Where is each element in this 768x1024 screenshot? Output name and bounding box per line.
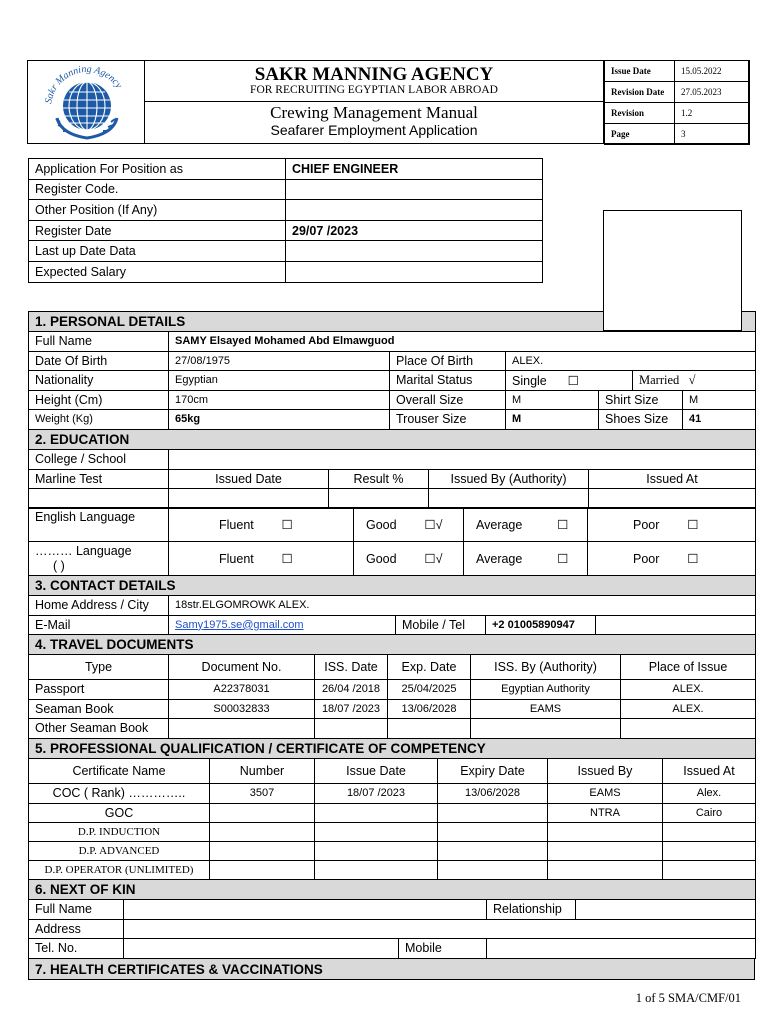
label: Relationship xyxy=(487,900,576,920)
label: Weight (Kg) xyxy=(29,410,169,430)
label: Mobile xyxy=(399,939,487,959)
label: Nationality xyxy=(29,371,169,391)
married-option[interactable] xyxy=(633,371,756,391)
cert-issue-date[interactable]: 18/07 /2023 xyxy=(315,784,438,804)
doc-number[interactable] xyxy=(169,719,315,739)
average-label: Average xyxy=(476,518,523,532)
col-header: Result % xyxy=(329,469,429,489)
col-header: Number xyxy=(210,759,315,784)
cert-name: GOC xyxy=(29,803,210,823)
travel-table xyxy=(28,634,756,739)
app-label: Application For Position as xyxy=(29,159,286,180)
poor-label: Poor xyxy=(633,518,660,532)
label: Place Of Birth xyxy=(390,351,506,371)
cert-number[interactable]: 3507 xyxy=(210,784,315,804)
app-label: Register Date xyxy=(29,220,286,241)
weight-value[interactable]: 65kg xyxy=(169,410,390,430)
marline-issued-at[interactable] xyxy=(589,489,756,509)
header-meta-table xyxy=(604,60,750,145)
table-row xyxy=(29,842,756,861)
meta-label: Issue Date xyxy=(605,61,675,82)
col-header: ISS. By (Authority) xyxy=(471,655,621,680)
col-header: ISS. Date xyxy=(315,655,388,680)
last-update-value[interactable] xyxy=(286,241,543,262)
label: College / School xyxy=(29,450,169,470)
married-check-icon[interactable]: √ xyxy=(688,372,696,387)
education-table xyxy=(28,429,756,509)
section-title: 5. PROFESSIONAL QUALIFICATION / CERTIFICATE OF COMPETENCY xyxy=(29,739,756,759)
cert-issue-date[interactable] xyxy=(315,842,438,861)
col-header: Issued By (Authority) xyxy=(429,469,589,489)
section-title: 6. NEXT OF KIN xyxy=(29,880,756,900)
cert-number[interactable] xyxy=(210,861,315,880)
meta-label: Page xyxy=(605,124,675,145)
logo-cell xyxy=(27,60,145,144)
cert-name: D.P. OPERATOR (UNLIMITED) xyxy=(29,861,210,880)
other-fluent[interactable] xyxy=(169,542,354,576)
cert-issued-by[interactable] xyxy=(548,861,663,880)
checkbox[interactable]: ☐ xyxy=(687,518,699,532)
cert-expiry-date[interactable] xyxy=(438,842,548,861)
table-row xyxy=(29,861,756,880)
cert-issued-by[interactable]: EAMS xyxy=(548,784,663,804)
kin-relationship-value[interactable] xyxy=(576,900,756,920)
doc-type: Passport xyxy=(29,680,169,700)
other-language-label: ……… Language ( ) xyxy=(29,542,169,576)
doc-exp-date[interactable] xyxy=(388,719,471,739)
cert-issued-at[interactable] xyxy=(663,842,756,861)
label: Tel. No. xyxy=(29,939,124,959)
checkbox[interactable]: ☐ xyxy=(557,552,569,566)
doc-iss-by[interactable]: EAMS xyxy=(471,699,621,719)
checkbox[interactable]: ☐ xyxy=(281,518,293,532)
label: English Language xyxy=(29,508,169,542)
english-average[interactable] xyxy=(464,508,588,542)
marline-result[interactable] xyxy=(329,489,429,509)
single-option[interactable] xyxy=(506,371,633,391)
col-header: Issued At xyxy=(663,759,756,784)
label: Marital Status xyxy=(390,371,506,391)
cert-issued-at[interactable] xyxy=(663,861,756,880)
col-header: Place of Issue xyxy=(621,655,756,680)
doc-exp-date[interactable]: 25/04/2025 xyxy=(388,680,471,700)
position-value[interactable]: CHIEF ENGINEER xyxy=(286,159,543,180)
doc-exp-date[interactable]: 13/06/2028 xyxy=(388,699,471,719)
app-label: Expected Salary xyxy=(29,261,286,282)
expected-salary-value[interactable] xyxy=(286,261,543,282)
poor-label: Poor xyxy=(633,552,660,566)
label: Shirt Size xyxy=(599,390,683,410)
label: E-Mail xyxy=(29,615,169,635)
photo-box[interactable] xyxy=(603,210,742,331)
section-title: 2. EDUCATION xyxy=(29,430,756,450)
cert-issued-at[interactable]: Alex. xyxy=(663,784,756,804)
app-label: Register Code. xyxy=(29,179,286,200)
marline-issued-date[interactable] xyxy=(169,489,329,509)
full-name-value[interactable]: SAMY Elsayed Mohamed Abd Elmawguod xyxy=(169,332,756,352)
doc-type: Other Seaman Book xyxy=(29,719,169,739)
label: Full Name xyxy=(29,900,124,920)
label: Home Address / City xyxy=(29,596,169,616)
register-code-value[interactable] xyxy=(286,179,543,200)
logo-text: Sakr Manning Agency xyxy=(43,63,125,105)
kin-mobile-value[interactable] xyxy=(487,939,756,959)
checkbox-checked[interactable]: ☐√ xyxy=(424,518,443,532)
address-value[interactable]: 18str.ELGOMROWK ALEX. xyxy=(169,596,756,616)
marline-blank[interactable] xyxy=(29,489,169,509)
section-title: 4. TRAVEL DOCUMENTS xyxy=(29,635,756,655)
label: Date Of Birth xyxy=(29,351,169,371)
table-row xyxy=(29,803,756,823)
english-poor[interactable] xyxy=(588,508,756,542)
kin-tel-value[interactable] xyxy=(124,939,399,959)
kin-address-value[interactable] xyxy=(124,919,756,939)
cert-number[interactable] xyxy=(210,842,315,861)
cert-issue-date[interactable] xyxy=(315,803,438,823)
table-row xyxy=(29,784,756,804)
checkbox[interactable]: ☐ xyxy=(687,552,699,566)
application-table xyxy=(28,158,543,283)
extra-phone[interactable] xyxy=(596,615,756,635)
cert-expiry-date[interactable] xyxy=(438,861,548,880)
married-label: Married xyxy=(639,372,680,387)
meta-value: 27.05.2023 xyxy=(675,82,750,103)
average-label: Average xyxy=(476,552,523,566)
cert-issue-date[interactable] xyxy=(315,861,438,880)
doc-place[interactable]: ALEX. xyxy=(621,680,756,700)
doc-place[interactable]: ALEX. xyxy=(621,699,756,719)
doc-iss-date[interactable]: 26/04 /2018 xyxy=(315,680,388,700)
english-good[interactable] xyxy=(354,508,464,542)
pob-value[interactable]: ALEX. xyxy=(506,351,756,371)
label: Mobile / Tel xyxy=(396,615,486,635)
label: Marline Test xyxy=(29,469,169,489)
table-row xyxy=(29,699,756,719)
cert-number[interactable] xyxy=(210,803,315,823)
college-value[interactable] xyxy=(169,450,756,470)
fluent-label: Fluent xyxy=(219,552,254,566)
checkbox-checked[interactable]: ☐√ xyxy=(424,552,443,566)
col-header: Issued At xyxy=(589,469,756,489)
agency-tagline: FOR RECRUITING EGYPTIAN LABOR ABROAD xyxy=(250,84,498,96)
email-link[interactable]: Samy1975.se@gmail.com xyxy=(175,618,304,631)
col-header: Issued By xyxy=(548,759,663,784)
doc-number[interactable]: A22378031 xyxy=(169,680,315,700)
health-table xyxy=(28,958,755,980)
doc-iss-by[interactable]: Egyptian Authority xyxy=(471,680,621,700)
contact-table xyxy=(28,575,756,635)
trouser-value[interactable]: M xyxy=(506,410,599,430)
language-table xyxy=(28,507,756,576)
label: Overall Size xyxy=(390,390,506,410)
kin-name-value[interactable] xyxy=(124,900,487,920)
table-row xyxy=(29,823,756,842)
cert-issued-by[interactable] xyxy=(548,823,663,842)
label: Full Name xyxy=(29,332,169,352)
other-poor[interactable] xyxy=(588,542,756,576)
section-title: 1. PERSONAL DETAILS xyxy=(29,312,756,332)
nationality-value[interactable]: Egyptian xyxy=(169,371,390,391)
section-title: 7. HEALTH CERTIFICATES & VACCINATIONS xyxy=(29,959,755,980)
label: Trouser Size xyxy=(390,410,506,430)
cert-expiry-date[interactable] xyxy=(438,823,548,842)
app-label: Other Position (If Any) xyxy=(29,200,286,221)
cert-expiry-date[interactable]: 13/06/2028 xyxy=(438,784,548,804)
other-average[interactable] xyxy=(464,542,588,576)
checkbox[interactable]: ☐ xyxy=(557,518,569,532)
qualification-table xyxy=(28,738,756,880)
cert-name: D.P. ADVANCED xyxy=(29,842,210,861)
marline-issued-by[interactable] xyxy=(429,489,589,509)
shoes-value[interactable]: 41 xyxy=(683,410,756,430)
single-label: Single xyxy=(512,373,547,388)
shirt-value[interactable]: M xyxy=(683,390,756,410)
register-date-value[interactable]: 29/07 /2023 xyxy=(286,220,543,241)
meta-value: 3 xyxy=(675,124,750,145)
doc-number[interactable]: S00032833 xyxy=(169,699,315,719)
cert-name: D.P. INDUCTION xyxy=(29,823,210,842)
cert-name: COC ( Rank) ………….. xyxy=(29,784,210,804)
col-header: Exp. Date xyxy=(388,655,471,680)
doc-iss-date[interactable]: 18/07 /2023 xyxy=(315,699,388,719)
dob-value[interactable]: 27/08/1975 xyxy=(169,351,390,371)
col-header: Certificate Name xyxy=(29,759,210,784)
footer-page-ref: 1 of 5 SMA/CMF/01 xyxy=(635,991,741,1005)
meta-value: 15.05.2022 xyxy=(675,61,750,82)
english-fluent[interactable] xyxy=(169,508,354,542)
meta-label: Revision xyxy=(605,103,675,124)
form-title: Seafarer Employment Application xyxy=(270,122,478,138)
checkbox[interactable]: ☐ xyxy=(281,552,293,566)
col-header: Document No. xyxy=(169,655,315,680)
mobile-value[interactable]: +2 01005890947 xyxy=(486,615,596,635)
title-bottom-cell xyxy=(145,102,604,144)
manual-title: Crewing Management Manual xyxy=(270,103,478,122)
doc-iss-date[interactable] xyxy=(315,719,388,739)
agency-logo xyxy=(27,60,145,144)
col-header: Issue Date xyxy=(315,759,438,784)
label: Shoes Size xyxy=(599,410,683,430)
meta-label: Revision Date xyxy=(605,82,675,103)
cert-issue-date[interactable] xyxy=(315,823,438,842)
label: Address xyxy=(29,919,124,939)
agency-name: SAKR MANNING AGENCY xyxy=(254,64,494,85)
cert-expiry-date[interactable] xyxy=(438,803,548,823)
fluent-label: Fluent xyxy=(219,518,254,532)
table-row xyxy=(29,680,756,700)
cert-issued-at[interactable] xyxy=(663,823,756,842)
cert-issued-by[interactable] xyxy=(548,842,663,861)
kin-table xyxy=(28,879,756,959)
section-title: 3. CONTACT DETAILS xyxy=(29,576,756,596)
other-good[interactable] xyxy=(354,542,464,576)
cert-issued-at[interactable]: Cairo xyxy=(663,803,756,823)
doc-place[interactable] xyxy=(621,719,756,739)
col-header: Type xyxy=(29,655,169,680)
col-header: Expiry Date xyxy=(438,759,548,784)
cert-number[interactable] xyxy=(210,823,315,842)
label: Height (Cm) xyxy=(29,390,169,410)
title-top-cell xyxy=(145,60,604,102)
good-label: Good xyxy=(366,552,397,566)
doc-iss-by[interactable] xyxy=(471,719,621,739)
doc-type: Seaman Book xyxy=(29,699,169,719)
col-header: Issued Date xyxy=(169,469,329,489)
overall-value[interactable]: M xyxy=(506,390,599,410)
meta-value: 1.2 xyxy=(675,103,750,124)
app-label: Last up Date Data xyxy=(29,241,286,262)
good-label: Good xyxy=(366,518,397,532)
height-value[interactable]: 170cm xyxy=(169,390,390,410)
other-position-value[interactable] xyxy=(286,200,543,221)
table-row xyxy=(29,719,756,739)
single-checkbox[interactable]: ☐ xyxy=(567,373,579,388)
cert-issued-by[interactable]: NTRA xyxy=(548,803,663,823)
